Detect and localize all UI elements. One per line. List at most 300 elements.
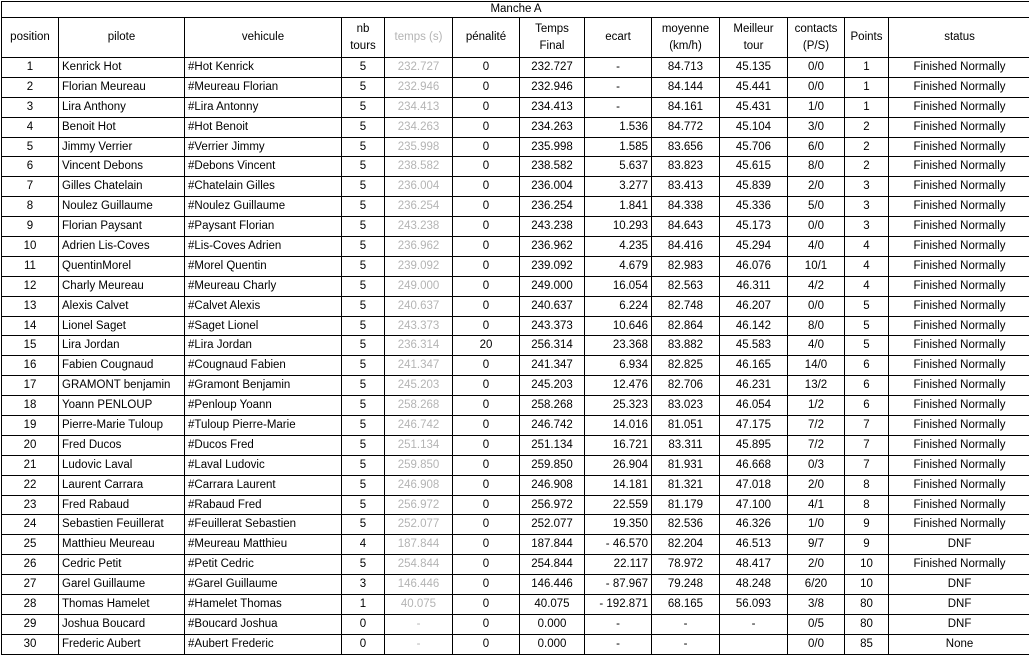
cell-points: 7: [845, 455, 889, 475]
cell-contacts: 14/0: [788, 356, 845, 376]
cell-points: 1: [845, 97, 889, 117]
cell-temps-final: 239.092: [520, 256, 585, 276]
cell-penalite: 0: [453, 634, 520, 654]
cell-points: 2: [845, 157, 889, 177]
cell-pilote: Joshua Boucard: [59, 614, 185, 634]
cell-vehicule: #Hot Kenrick: [185, 58, 342, 78]
cell-meilleur-tour: 48.417: [720, 555, 788, 575]
cell-temps-final: 249.000: [520, 276, 585, 296]
cell-contacts: 0/0: [788, 296, 845, 316]
cell-contacts: 0/0: [788, 77, 845, 97]
table-row: [2, 197, 1029, 217]
cell-temps: 238.582: [385, 157, 453, 177]
cell-pilote: Benoit Hot: [59, 117, 185, 137]
col-header-nb-tours: nb tours: [342, 18, 385, 58]
cell-status: Finished Normally: [889, 217, 1029, 237]
cell-penalite: 0: [453, 316, 520, 336]
cell-points: 80: [845, 595, 889, 615]
cell-nb-tours: 1: [342, 595, 385, 615]
cell-points: 3: [845, 217, 889, 237]
cell-position: 28: [2, 595, 59, 615]
cell-vehicule: #Chatelain Gilles: [185, 177, 342, 197]
cell-pilote: Pierre-Marie Tuloup: [59, 416, 185, 436]
cell-position: 22: [2, 475, 59, 495]
cell-pilote: Fred Rabaud: [59, 495, 185, 515]
cell-temps: 235.998: [385, 137, 453, 157]
cell-nb-tours: 5: [342, 555, 385, 575]
cell-status: Finished Normally: [889, 77, 1029, 97]
cell-meilleur-tour: 47.175: [720, 416, 788, 436]
cell-moyenne: 84.713: [652, 58, 720, 78]
cell-nb-tours: 5: [342, 217, 385, 237]
cell-temps-final: 235.998: [520, 137, 585, 157]
cell-pilote: Charly Meureau: [59, 276, 185, 296]
cell-ecart: 5.637: [585, 157, 652, 177]
cell-position: 13: [2, 296, 59, 316]
cell-temps: -: [385, 634, 453, 654]
cell-ecart: 25.323: [585, 396, 652, 416]
cell-pilote: Gilles Chatelain: [59, 177, 185, 197]
col-header-points: Points: [845, 18, 889, 58]
cell-penalite: 0: [453, 296, 520, 316]
table-row: [2, 376, 1029, 396]
cell-position: 20: [2, 435, 59, 455]
cell-meilleur-tour: [720, 634, 788, 654]
col-header-penalite: pénalité: [453, 18, 520, 58]
cell-pilote: QuentinMorel: [59, 256, 185, 276]
cell-nb-tours: 5: [342, 117, 385, 137]
cell-ecart: - 192.871: [585, 595, 652, 615]
cell-ecart: -: [585, 97, 652, 117]
table-row: [2, 416, 1029, 436]
cell-meilleur-tour: 46.054: [720, 396, 788, 416]
cell-status: Finished Normally: [889, 237, 1029, 257]
cell-moyenne: 83.823: [652, 157, 720, 177]
cell-meilleur-tour: 45.431: [720, 97, 788, 117]
cell-status: Finished Normally: [889, 137, 1029, 157]
cell-vehicule: #Meureau Matthieu: [185, 535, 342, 555]
cell-status: Finished Normally: [889, 117, 1029, 137]
cell-status: Finished Normally: [889, 435, 1029, 455]
cell-meilleur-tour: 45.104: [720, 117, 788, 137]
cell-penalite: 20: [453, 336, 520, 356]
table-row: [2, 137, 1029, 157]
cell-moyenne: 82.748: [652, 296, 720, 316]
cell-penalite: 0: [453, 416, 520, 436]
cell-temps: 234.413: [385, 97, 453, 117]
cell-contacts: 0/5: [788, 614, 845, 634]
table-row: [2, 475, 1029, 495]
cell-moyenne: 82.536: [652, 515, 720, 535]
cell-temps: 236.004: [385, 177, 453, 197]
cell-contacts: 6/20: [788, 575, 845, 595]
cell-pilote: Garel Guillaume: [59, 575, 185, 595]
cell-position: 11: [2, 256, 59, 276]
cell-temps-final: 241.347: [520, 356, 585, 376]
cell-ecart: - 46.570: [585, 535, 652, 555]
cell-vehicule: #Carrara Laurent: [185, 475, 342, 495]
cell-moyenne: 78.972: [652, 555, 720, 575]
table-row: [2, 237, 1029, 257]
table-row: [2, 495, 1029, 515]
cell-temps: 249.000: [385, 276, 453, 296]
cell-pilote: Lionel Saget: [59, 316, 185, 336]
cell-position: 6: [2, 157, 59, 177]
cell-ecart: 14.181: [585, 475, 652, 495]
cell-points: 10: [845, 575, 889, 595]
cell-vehicule: #Noulez Guillaume: [185, 197, 342, 217]
col-header-temps-final: Temps Final: [520, 18, 585, 58]
cell-nb-tours: 5: [342, 435, 385, 455]
cell-temps: 146.446: [385, 575, 453, 595]
cell-meilleur-tour: 46.142: [720, 316, 788, 336]
cell-meilleur-tour: 45.173: [720, 217, 788, 237]
cell-ecart: 22.559: [585, 495, 652, 515]
cell-meilleur-tour: 47.018: [720, 475, 788, 495]
cell-pilote: Vincent Debons: [59, 157, 185, 177]
cell-moyenne: 82.204: [652, 535, 720, 555]
col-header-contacts: contacts (P/S): [788, 18, 845, 58]
cell-ecart: 23.368: [585, 336, 652, 356]
cell-position: 25: [2, 535, 59, 555]
cell-contacts: 4/0: [788, 336, 845, 356]
cell-temps-final: 240.637: [520, 296, 585, 316]
cell-contacts: 4/2: [788, 276, 845, 296]
cell-meilleur-tour: 45.441: [720, 77, 788, 97]
cell-points: 85: [845, 634, 889, 654]
cell-penalite: 0: [453, 595, 520, 615]
cell-temps-final: 0.000: [520, 634, 585, 654]
cell-meilleur-tour: 46.668: [720, 455, 788, 475]
cell-penalite: 0: [453, 575, 520, 595]
table-row: [2, 157, 1029, 177]
cell-status: Finished Normally: [889, 256, 1029, 276]
cell-contacts: 8/0: [788, 157, 845, 177]
cell-temps: 259.850: [385, 455, 453, 475]
cell-status: Finished Normally: [889, 177, 1029, 197]
table-row: [2, 296, 1029, 316]
cell-nb-tours: 5: [342, 256, 385, 276]
cell-contacts: 2/0: [788, 475, 845, 495]
cell-vehicule: #Laval Ludovic: [185, 455, 342, 475]
cell-vehicule: #Meureau Florian: [185, 77, 342, 97]
cell-penalite: 0: [453, 535, 520, 555]
table-row: [2, 316, 1029, 336]
cell-nb-tours: 3: [342, 575, 385, 595]
cell-position: 26: [2, 555, 59, 575]
cell-ecart: - 87.967: [585, 575, 652, 595]
cell-ecart: -: [585, 614, 652, 634]
cell-contacts: 1/0: [788, 97, 845, 117]
table-row: [2, 217, 1029, 237]
cell-penalite: 0: [453, 157, 520, 177]
cell-temps-final: 236.254: [520, 197, 585, 217]
cell-moyenne: -: [652, 634, 720, 654]
cell-moyenne: 81.931: [652, 455, 720, 475]
cell-contacts: 3/8: [788, 595, 845, 615]
cell-position: 8: [2, 197, 59, 217]
cell-pilote: Frederic Aubert: [59, 634, 185, 654]
cell-position: 21: [2, 455, 59, 475]
cell-vehicule: #Cougnaud Fabien: [185, 356, 342, 376]
cell-vehicule: #Gramont Benjamin: [185, 376, 342, 396]
cell-position: 10: [2, 237, 59, 257]
cell-moyenne: 83.311: [652, 435, 720, 455]
table-row: [2, 58, 1029, 78]
results-body: [2, 58, 1029, 655]
cell-pilote: Lira Anthony: [59, 97, 185, 117]
table-row: [2, 336, 1029, 356]
cell-moyenne: 84.144: [652, 77, 720, 97]
cell-temps: 252.077: [385, 515, 453, 535]
cell-status: Finished Normally: [889, 316, 1029, 336]
cell-contacts: 0/3: [788, 455, 845, 475]
table-row: [2, 634, 1029, 654]
cell-temps: -: [385, 614, 453, 634]
cell-vehicule: #Hot Benoit: [185, 117, 342, 137]
cell-penalite: 0: [453, 495, 520, 515]
cell-nb-tours: 5: [342, 475, 385, 495]
cell-ecart: 4.235: [585, 237, 652, 257]
cell-status: Finished Normally: [889, 336, 1029, 356]
cell-ecart: 16.721: [585, 435, 652, 455]
cell-temps-final: 246.742: [520, 416, 585, 436]
cell-contacts: 4/0: [788, 237, 845, 257]
cell-meilleur-tour: 45.839: [720, 177, 788, 197]
cell-contacts: 13/2: [788, 376, 845, 396]
cell-meilleur-tour: 46.311: [720, 276, 788, 296]
cell-moyenne: 82.825: [652, 356, 720, 376]
cell-temps-final: 243.373: [520, 316, 585, 336]
cell-penalite: 0: [453, 97, 520, 117]
cell-contacts: 4/1: [788, 495, 845, 515]
cell-contacts: 8/0: [788, 316, 845, 336]
cell-contacts: 10/1: [788, 256, 845, 276]
cell-temps: 243.238: [385, 217, 453, 237]
cell-temps: 40.075: [385, 595, 453, 615]
cell-ecart: 6.934: [585, 356, 652, 376]
col-header-position: position: [2, 18, 59, 58]
cell-penalite: 0: [453, 117, 520, 137]
cell-contacts: 1/0: [788, 515, 845, 535]
cell-moyenne: 68.165: [652, 595, 720, 615]
cell-penalite: 0: [453, 217, 520, 237]
cell-points: 5: [845, 316, 889, 336]
cell-moyenne: 79.248: [652, 575, 720, 595]
cell-temps-final: 236.004: [520, 177, 585, 197]
cell-temps-final: 40.075: [520, 595, 585, 615]
cell-status: Finished Normally: [889, 97, 1029, 117]
cell-nb-tours: 5: [342, 157, 385, 177]
cell-ecart: 22.117: [585, 555, 652, 575]
cell-points: 9: [845, 535, 889, 555]
cell-moyenne: 81.321: [652, 475, 720, 495]
cell-vehicule: #Saget Lionel: [185, 316, 342, 336]
cell-meilleur-tour: 48.248: [720, 575, 788, 595]
cell-meilleur-tour: 46.326: [720, 515, 788, 535]
cell-moyenne: 84.161: [652, 97, 720, 117]
cell-meilleur-tour: 56.093: [720, 595, 788, 615]
cell-vehicule: #Ducos Fred: [185, 435, 342, 455]
cell-temps: 246.908: [385, 475, 453, 495]
cell-moyenne: 83.656: [652, 137, 720, 157]
table-title: Manche A: [2, 2, 1029, 18]
cell-temps: 236.314: [385, 336, 453, 356]
cell-position: 29: [2, 614, 59, 634]
cell-pilote: Kenrick Hot: [59, 58, 185, 78]
cell-pilote: Jimmy Verrier: [59, 137, 185, 157]
cell-status: Finished Normally: [889, 157, 1029, 177]
cell-temps-final: 232.946: [520, 77, 585, 97]
cell-points: 4: [845, 256, 889, 276]
cell-pilote: Sebastien Feuillerat: [59, 515, 185, 535]
cell-contacts: 0/0: [788, 58, 845, 78]
cell-nb-tours: 4: [342, 535, 385, 555]
cell-penalite: 0: [453, 555, 520, 575]
cell-points: 3: [845, 177, 889, 197]
cell-temps-final: 187.844: [520, 535, 585, 555]
col-header-temps: temps (s): [385, 18, 453, 58]
cell-ecart: 4.679: [585, 256, 652, 276]
table-row: [2, 555, 1029, 575]
cell-meilleur-tour: 45.706: [720, 137, 788, 157]
cell-temps-final: 254.844: [520, 555, 585, 575]
cell-pilote: Matthieu Meureau: [59, 535, 185, 555]
cell-penalite: 0: [453, 515, 520, 535]
cell-meilleur-tour: 46.076: [720, 256, 788, 276]
cell-temps: 239.092: [385, 256, 453, 276]
cell-temps: 246.742: [385, 416, 453, 436]
cell-status: Finished Normally: [889, 495, 1029, 515]
cell-contacts: 6/0: [788, 137, 845, 157]
cell-status: Finished Normally: [889, 396, 1029, 416]
cell-nb-tours: 5: [342, 276, 385, 296]
cell-penalite: 0: [453, 356, 520, 376]
cell-vehicule: #Debons Vincent: [185, 157, 342, 177]
cell-moyenne: 82.864: [652, 316, 720, 336]
col-header-status: status: [889, 18, 1029, 58]
cell-meilleur-tour: 46.207: [720, 296, 788, 316]
cell-nb-tours: 5: [342, 58, 385, 78]
cell-ecart: 10.646: [585, 316, 652, 336]
cell-temps-final: 0.000: [520, 614, 585, 634]
cell-status: DNF: [889, 595, 1029, 615]
cell-moyenne: 83.882: [652, 336, 720, 356]
cell-position: 17: [2, 376, 59, 396]
cell-vehicule: #Lira Jordan: [185, 336, 342, 356]
col-header-meilleur-tour: Meilleur tour: [720, 18, 788, 58]
cell-vehicule: #Boucard Joshua: [185, 614, 342, 634]
cell-nb-tours: 5: [342, 376, 385, 396]
cell-position: 23: [2, 495, 59, 515]
table-row: [2, 575, 1029, 595]
cell-ecart: 26.904: [585, 455, 652, 475]
cell-position: 19: [2, 416, 59, 436]
cell-points: 1: [845, 58, 889, 78]
cell-vehicule: #Penloup Yoann: [185, 396, 342, 416]
cell-moyenne: 82.706: [652, 376, 720, 396]
cell-temps-final: 238.582: [520, 157, 585, 177]
cell-temps: 256.972: [385, 495, 453, 515]
cell-vehicule: #Meureau Charly: [185, 276, 342, 296]
cell-pilote: Adrien Lis-Coves: [59, 237, 185, 257]
cell-contacts: 2/0: [788, 555, 845, 575]
cell-status: DNF: [889, 575, 1029, 595]
cell-ecart: 1.585: [585, 137, 652, 157]
cell-nb-tours: 5: [342, 356, 385, 376]
cell-penalite: 0: [453, 177, 520, 197]
cell-nb-tours: 5: [342, 296, 385, 316]
cell-status: Finished Normally: [889, 197, 1029, 217]
cell-contacts: 7/2: [788, 416, 845, 436]
cell-moyenne: 81.179: [652, 495, 720, 515]
cell-temps: 187.844: [385, 535, 453, 555]
cell-contacts: 0/0: [788, 217, 845, 237]
cell-moyenne: 81.051: [652, 416, 720, 436]
cell-temps: 254.844: [385, 555, 453, 575]
cell-nb-tours: 5: [342, 77, 385, 97]
cell-temps-final: 236.962: [520, 237, 585, 257]
cell-points: 2: [845, 117, 889, 137]
cell-contacts: 1/2: [788, 396, 845, 416]
cell-ecart: 1.536: [585, 117, 652, 137]
cell-moyenne: 83.413: [652, 177, 720, 197]
cell-vehicule: #Paysant Florian: [185, 217, 342, 237]
cell-status: Finished Normally: [889, 58, 1029, 78]
cell-nb-tours: 0: [342, 614, 385, 634]
cell-points: 80: [845, 614, 889, 634]
cell-points: 2: [845, 137, 889, 157]
cell-position: 9: [2, 217, 59, 237]
cell-moyenne: 84.416: [652, 237, 720, 257]
cell-penalite: 0: [453, 376, 520, 396]
cell-meilleur-tour: 45.336: [720, 197, 788, 217]
cell-meilleur-tour: 45.583: [720, 336, 788, 356]
cell-contacts: 7/2: [788, 435, 845, 455]
table-row: [2, 256, 1029, 276]
cell-status: Finished Normally: [889, 455, 1029, 475]
cell-moyenne: 82.983: [652, 256, 720, 276]
cell-nb-tours: 5: [342, 396, 385, 416]
cell-penalite: 0: [453, 256, 520, 276]
cell-nb-tours: 5: [342, 177, 385, 197]
cell-position: 3: [2, 97, 59, 117]
cell-meilleur-tour: 45.615: [720, 157, 788, 177]
cell-pilote: Fabien Cougnaud: [59, 356, 185, 376]
cell-ecart: -: [585, 77, 652, 97]
cell-penalite: 0: [453, 435, 520, 455]
cell-position: 12: [2, 276, 59, 296]
table-row: [2, 97, 1029, 117]
cell-ecart: 1.841: [585, 197, 652, 217]
cell-nb-tours: 5: [342, 515, 385, 535]
cell-nb-tours: 5: [342, 336, 385, 356]
cell-vehicule: #Petit Cedric: [185, 555, 342, 575]
cell-temps: 243.373: [385, 316, 453, 336]
cell-meilleur-tour: 47.100: [720, 495, 788, 515]
cell-pilote: GRAMONT benjamin: [59, 376, 185, 396]
cell-status: DNF: [889, 535, 1029, 555]
cell-vehicule: #Tuloup Pierre-Marie: [185, 416, 342, 436]
cell-temps-final: 256.972: [520, 495, 585, 515]
cell-points: 8: [845, 475, 889, 495]
cell-ecart: -: [585, 634, 652, 654]
cell-penalite: 0: [453, 396, 520, 416]
cell-vehicule: #Hamelet Thomas: [185, 595, 342, 615]
cell-temps-final: 259.850: [520, 455, 585, 475]
table-row: [2, 535, 1029, 555]
cell-points: 4: [845, 276, 889, 296]
